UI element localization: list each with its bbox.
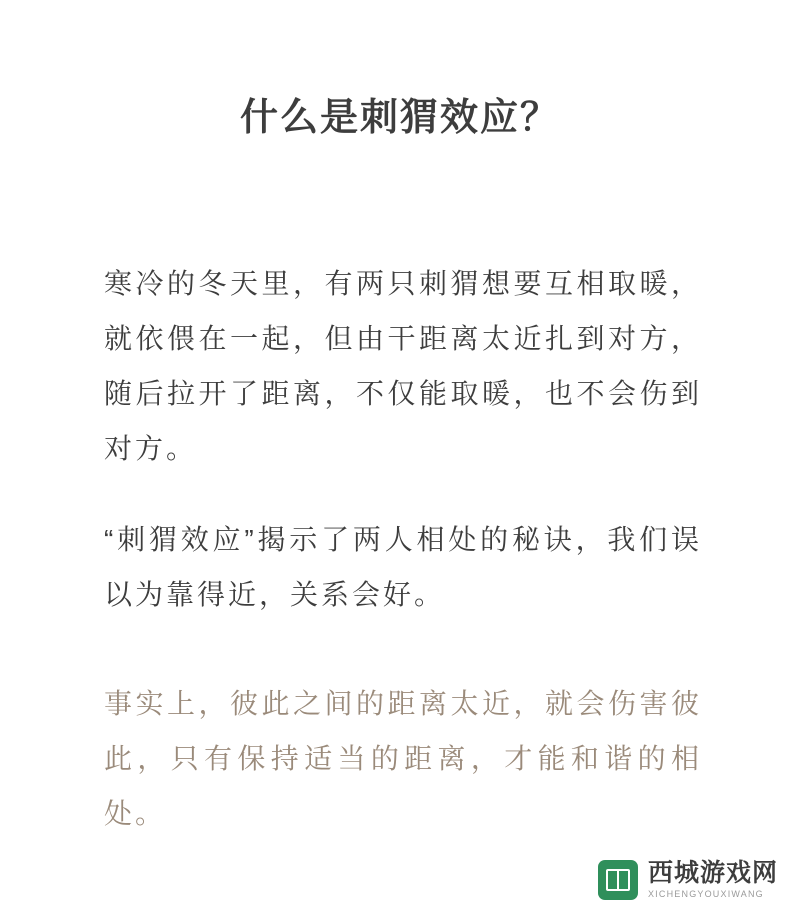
paragraph-block-1 <box>104 256 702 476</box>
site-pinyin: XICHENGYOUXIWANG <box>647 889 764 899</box>
watermark-text <box>648 861 778 899</box>
paragraph-text-highlight: 事实上，彼此之间的距离太近，就会伤害彼此，只有保持适当的距离，才能和谐的相处。 <box>104 688 702 829</box>
paragraph-block-2 <box>104 512 702 622</box>
paragraph-text: “刺猬效应”揭示了两人相处的秘诀，我们误以为靠得近，关系会好。 <box>104 524 702 610</box>
book-logo-icon <box>598 860 638 900</box>
site-watermark <box>598 860 778 900</box>
page-title: 什么是刺猬效应？ <box>239 97 560 139</box>
paragraph-block-3 <box>104 676 702 841</box>
site-name: 西城游戏网 <box>647 859 778 887</box>
paragraph-text: 寒冷的冬天里，有两只刺猬想要互相取暖，就依偎在一起，但由干距离太近扎到对方，随后拉开了距离，不仅能取暖，也不会伤到对方。 <box>104 268 702 464</box>
